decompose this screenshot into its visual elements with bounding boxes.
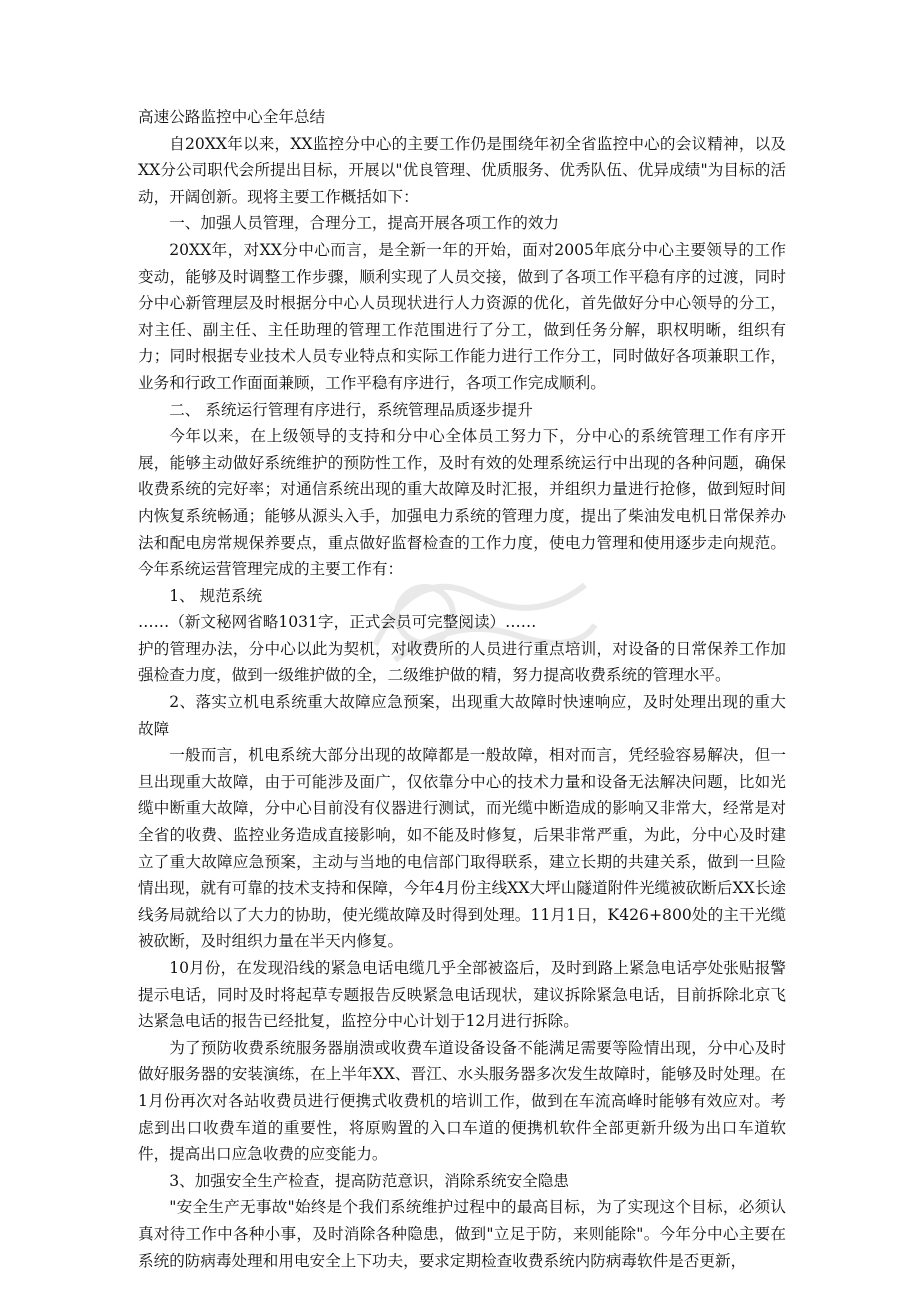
subsection-heading-2: 2、落实立机电系统重大故障应急预案，出现重大故障时快速响应，及时处理出现的重大故障	[138, 693, 786, 738]
paragraph-section-2: 今年以来，在上级领导的支持和分中心全体员工努力下，分中心的系统管理工作有序开展，能够主动做好系统维护的预防性工作，及时有效的处理系统运行中出现的各种问题，确保收费系统的完好率；对通信系统出现的重大故障及时汇报，并组织力量进行抢修，做到短时间内恢复系统畅通；能够从源头入手，加强电力系统的管理力度，提出了柴油发电机日常保养办法和配电房常规保养要点，重点做好监督检查的工作力度，使电力管理和使用逐步走向规范。今年系统运营管理完成的主要工作有：	[138, 427, 786, 579]
paragraph-server-prevention: 为了预防收费系统服务器崩溃或收费车道设备设备不能满足需要等险情出现，分中心及时做好服务器的安装演练，在上半年XX、晋江、水头服务器多次发生故障时，能够及时处理。在1月份再次对各站收费员进行便携式收费机的培训工作，做到在车流高峰时能够有效应对。考虑到出口收费车道的重要性，将原购置的入口车道的便携机软件全部更新升级为出口车道软件，提高出口应急收费的应变能力。	[138, 1038, 786, 1164]
paragraph-section-1: 20XX年，对XX分中心而言，是全新一年的开始，面对2005年底分中心主要领导的工作变动，能够及时调整工作步骤，顺利实现了人员交接，做到了各项工作平稳有序的过渡，同时分中心新管理层及时根据分中心人员现状进行人力资源的优化，首先做好分中心领导的分工，对主任、副主任、主任助理的管理工作范围进行了分工，做到任务分解，职权明晰，组织有力；同时根据专业技术人员专业特点和实际工作能力进行工作分工，同时做好各项兼职工作，业务和行政工作面面兼顾，工作平稳有序进行，各项工作完成顺利。	[138, 240, 786, 392]
document-title: 高速公路监控中心全年总结	[138, 108, 326, 126]
omission-notice: ……（新文秘网省略1031字，正式会员可完整阅读）……	[138, 613, 537, 632]
paragraph-safety: "安全生产无事故"始终是个我们系统维护过程中的最高目标，为了实现这个目标，必须认真对待工作中各种小事，及时消除各种隐患，做到"立足于防，来则能除"。今年分中心主要在系统的防病毒处理和用电安全上下功夫，要求定期检查收费系统内防病毒软件是否更新，	[138, 1198, 786, 1270]
section-heading-2: 二、 系统运行管理有序进行，系统管理品质逐步提升	[169, 400, 533, 419]
subsection-heading-1: 1、 规范系统	[169, 586, 263, 605]
paragraph-fault-response: 一般而言，机电系统大部分出现的故障都是一般故障，相对而言，凭经验容易解决，但一旦出现重大故障，由于可能涉及面广，仅依靠分中心的技术力量和设备无法解决问题，比如光缆中断重大故障，分中心目前没有仪器进行测试，而光缆中断造成的影响又非常大，经常是对全省的收费、监控业务造成直接影响，如不能及时修复，后果非常严重，为此，分中心及时建立了重大故障应急预案，主动与当地的电信部门取得联系，建立长期的共建关系，做到一旦险情出现，就有可靠的技术支持和保障，今年4月份主线XX大坪山隧道附件光缆被砍断后XX长途线务局就给以了大力的协助，使光缆故障及时得到处理。11月1日，K426+800处的主干光缆被砍断，及时组织力量在半天内修复。	[138, 746, 786, 951]
paragraph-intro: 自20XX年以来，XX监控分中心的主要工作仍是围绕年初全省监控中心的会议精神，以及XX分公司职代会所提出目标，开展以"优良管理、优质服务、优秀队伍、优异成绩"为目标的活动，开阔创新。现将主要工作概括如下：	[138, 134, 786, 206]
section-heading-1: 一、加强人员管理，合理分工，提高开展各项工作的效力	[169, 214, 560, 233]
paragraph-continuation: 护的管理办法，分中心以此为契机，对收费所的人员进行重点培训，对设备的日常保养工作加强检查力度，做到一级维护做的全，二级维护做的精，努力提高收费系统的管理水平。	[138, 639, 786, 685]
document-body	[138, 104, 786, 1274]
paragraph-emergency-phones: 10月份，在发现沿线的紧急电话电缆几乎全部被盗后，及时到路上紧急电话亭处张贴报警提示电话，同时及时将起草专题报告反映紧急电话现状，建议拆除紧急电话，目前拆除北京飞达紧急电话的报告已经批复，监控分中心计划于12月进行拆除。	[138, 959, 786, 1031]
subsection-heading-3: 3、加强安全生产检查，提高防范意识，消除系统安全隐患	[169, 1171, 569, 1190]
